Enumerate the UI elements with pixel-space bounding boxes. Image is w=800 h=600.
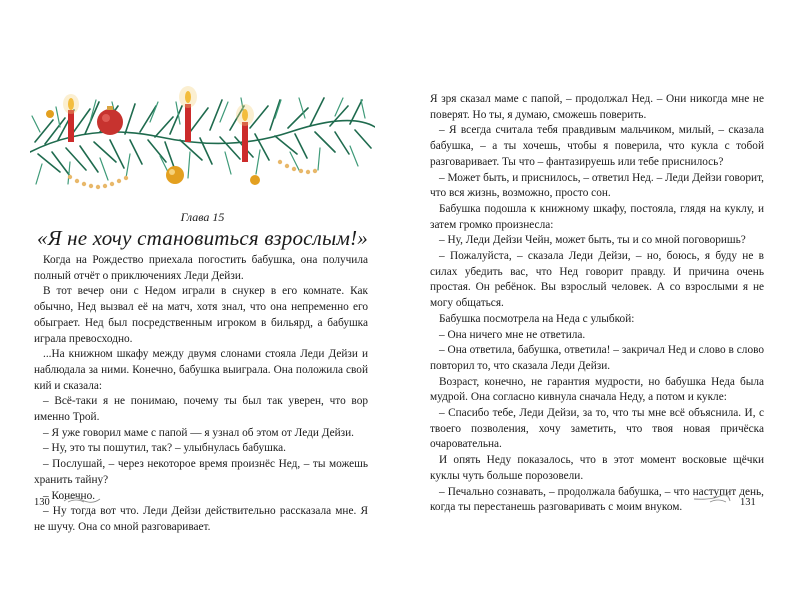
- paragraph: – Спасибо тебе, Леди Дейзи, за то, что ты мне всё объяснила. И, с твоего позволения, хочу заметить, что твоя новая причёска очаровательна.: [430, 407, 764, 451]
- paragraph: – Я уже говорил маме с папой — я узнал об этом от Леди Дейзи.: [43, 426, 354, 439]
- paragraph: – Она ничего мне не ответила.: [439, 328, 586, 341]
- paragraph: – Послушай, – через некоторое время произнёс Нед, – ты можешь хранить тайну?: [34, 458, 368, 486]
- paragraph: Я зря сказал маме с папой, – продолжал Нед. – Они никогда мне не поверят. Но ты, я думаю, сможешь поверить.: [430, 93, 764, 121]
- paragraph: – Конечно.: [43, 489, 96, 502]
- paragraph: Возраст, конечно, не гарантия мудрости, но бабушка Неда была мудрой. Она согласно кивнула сначала Неду, а потом и кукле:: [430, 375, 764, 404]
- chapter-number: Глава 15: [180, 210, 225, 224]
- paragraph: Бабушка подошла к книжному шкафу, постояла, глядя на куклу, и затем громко произнесла:: [430, 202, 764, 231]
- chapter-title: «Я не хочу становиться взрослым!»: [37, 226, 368, 250]
- candle-right: [236, 104, 254, 162]
- page-number: 130: [34, 497, 50, 508]
- paragraph: – Ну, Леди Дейзи Чейн, может быть, ты и со мной поговоришь?: [439, 234, 746, 247]
- paragraph: – Может быть, и приснилось, – ответил Нед. – Леди Дейзи говорит, что вся жизнь, возможно, просто сон.: [430, 171, 764, 200]
- right-page: [400, 0, 800, 600]
- paragraph: – Я всегда считала тебя правдивым мальчиком, милый, – сказала бабушка, – а ты хочешь, чтобы я поверила, что кукла с тобой разговаривает. Ты что – фантазируешь или тебе приснилось?: [430, 124, 764, 168]
- paragraph: – Пожалуйста, – сказала Леди Дейзи, – но, боюсь, я буду не в силах убедить вас, что Нед говорит правду. И причина очень простая. Он ребёнок. Вы взрослый человек. А со взрослыми я не могу общаться.: [430, 250, 764, 310]
- paragraph: Бабушка посмотрела на Неда с улыбкой:: [439, 312, 635, 325]
- paragraph: – Ну тогда вот что. Леди Дейзи действительно рассказала мне. Я не шучу. Она со мной разговаривает.: [34, 505, 368, 533]
- paragraph: В тот вечер они с Недом играли в снукер в его комнате. Как обычно, Нед вызвал её на матч, хотя знал, что она непременно его обыграет. Нед был посредственным игроком в бильярд, а бабушка играла превосходно.: [34, 285, 368, 345]
- page-number: 131: [740, 497, 756, 508]
- paragraph: – Ну, это ты пошутил, так? – улыбнулась бабушка.: [43, 442, 287, 455]
- flourish-ornament-icon: [62, 493, 102, 507]
- christmas-branch-illustration: [30, 82, 375, 200]
- paragraph: Когда на Рождество приехала погостить бабушка, она получила полный отчёт о приключениях Леди Дейзи.: [34, 254, 368, 282]
- flourish-ornament-icon: [692, 493, 732, 507]
- paragraph: – Печально сознавать, – продолжала бабушка, – что наступит день, когда ты перестанешь разговаривать с моим внуком.: [430, 485, 764, 514]
- paragraph: – Всё-таки я не понимаю, почему ты был так уверен, что вор именно Трой.: [34, 395, 368, 424]
- paragraph: ...На книжном шкафу между двумя слонами стояла Леди Дейзи и наблюдала за ними. Конечно, бабушка выиграла. Она положила свой кий и сказала:: [34, 348, 368, 392]
- paragraph: – Она ответила, бабушка, ответила! – закричал Нед и слово в слово повторил то, что сказала Леди Дейзи.: [430, 344, 764, 372]
- paragraph: И опять Неду показалось, что в этот момент восковые щёчки куклы чуть больше порозовели.: [430, 454, 764, 482]
- right-body-text: [430, 92, 764, 516]
- candle-middle: [179, 86, 197, 142]
